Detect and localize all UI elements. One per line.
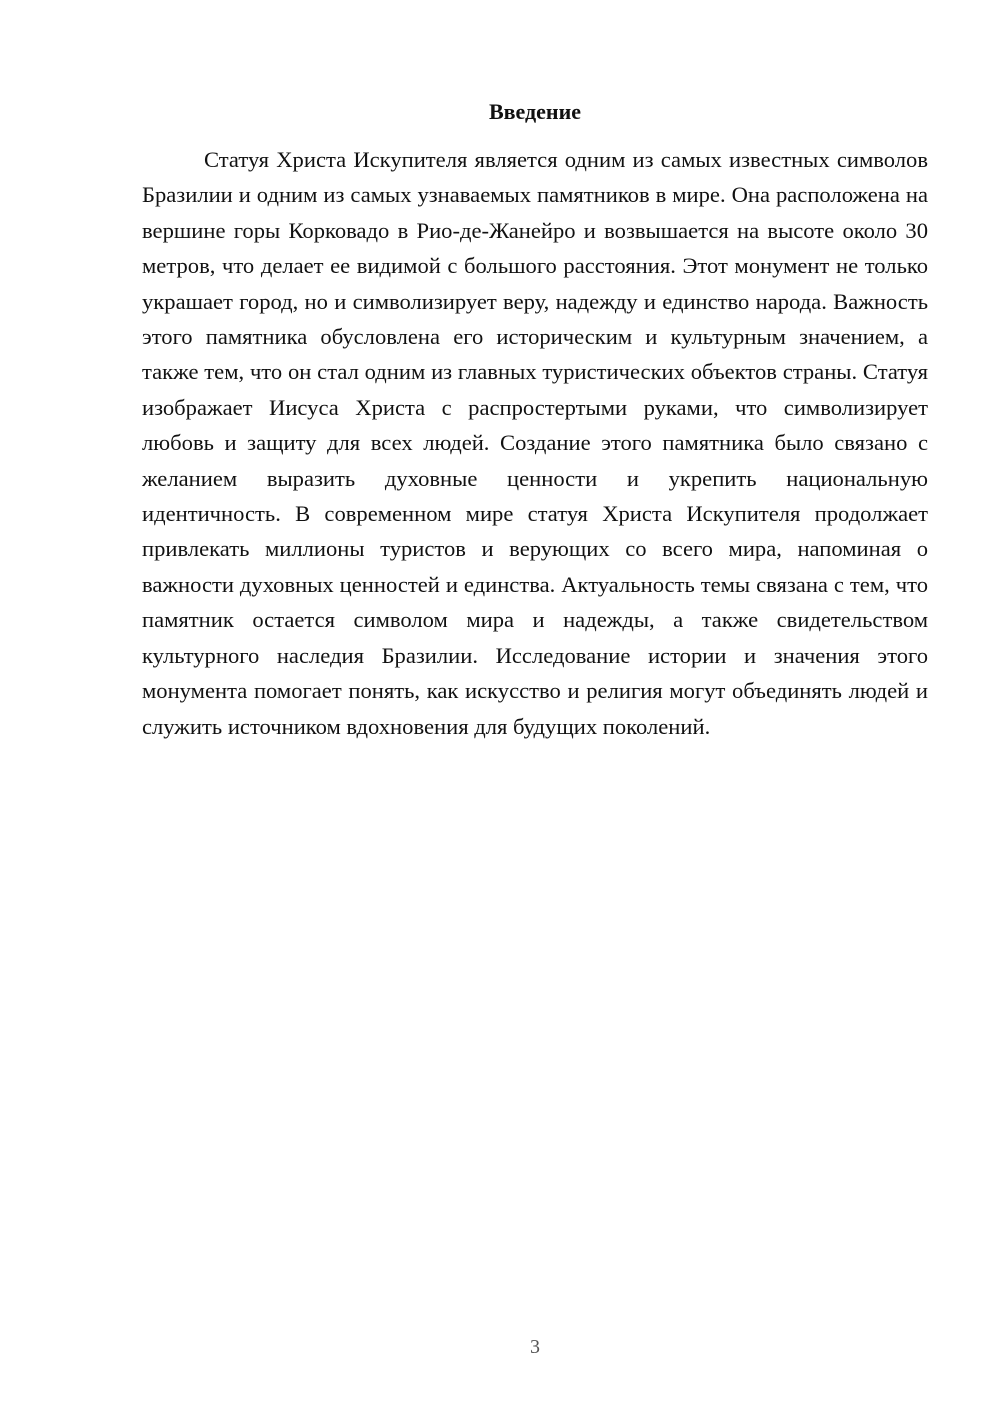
page-number: 3 (530, 1336, 540, 1358)
section-heading: Введение (488, 99, 582, 124)
intro-paragraph: Статуя Христа Искупителя является одним из самых известных символов Бразилии и одним из самых узнаваемых памятников в мире. Она расположена на вершине горы Корковадо в Рио-де-Жанейро и возвышается на высоте около 30 метров, что делает ее видимой с большого расстояния. Этот монумент не только украшает город, но и символизирует веру, надежду и единство народа. Важность этого памятника обусловлена его историческим и культурным значением, а также тем, что он стал одним из главных туристических объектов страны. Статуя изображает Иисуса Христа с распростертыми руками, что символизирует любовь и защиту для всех людей. Создание этого памятника было связано с желанием выразить духовные ценности и укрепить национальную идентичность. В современном мире статуя Христа Искупителя продолжает привлекать миллионы туристов и верующих со всего мира, напоминая о важности духовных ценностей и единства. Актуальность темы связана с тем, что памятник остается символом мира и надежды, а также свидетельством культурного наследия Бразилии. Исследование истории и значения этого монумента помогает понять, как искусство и религия могут объединять людей и служить источником вдохновения для будущих поколений. (142, 147, 928, 739)
